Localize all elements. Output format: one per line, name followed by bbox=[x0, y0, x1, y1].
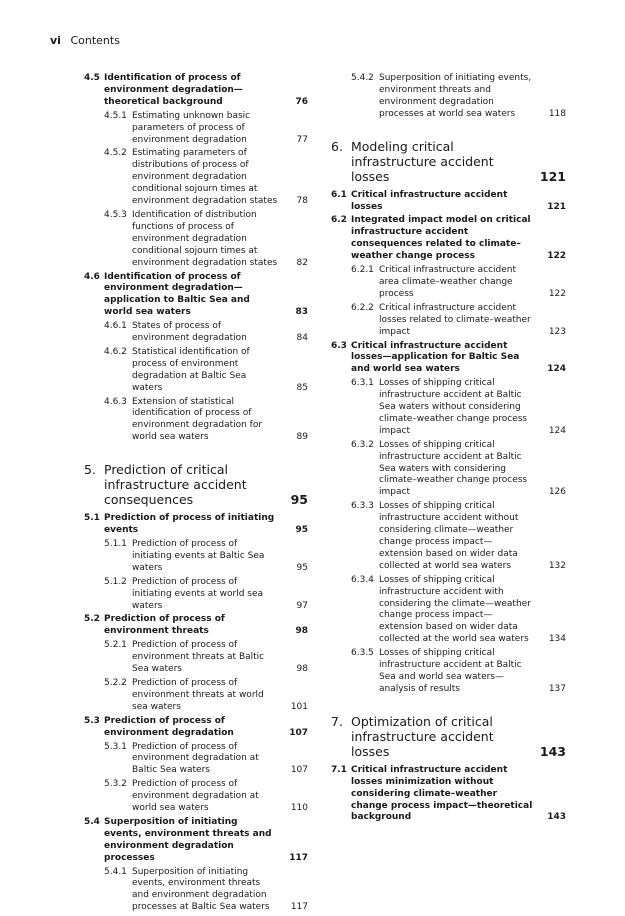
toc-entry-number: 5.2.1 bbox=[104, 640, 127, 651]
toc-entry-page: 95 bbox=[296, 562, 308, 573]
toc-entry-number: 6.3.4 bbox=[351, 574, 374, 585]
toc-entry-page: 124 bbox=[547, 364, 566, 375]
toc-subsection-entry[interactable] bbox=[84, 640, 308, 676]
toc-entry-page: 117 bbox=[289, 852, 308, 863]
toc-entry-number: 6.3 bbox=[331, 340, 347, 351]
toc-entry-number: 4.5.1 bbox=[104, 110, 127, 121]
toc-entry-page: 95 bbox=[295, 525, 308, 536]
toc-entry-title: Estimating parameters of distributions of process of environment degradation conditional sojourn times at environment degradation states bbox=[132, 148, 278, 207]
toc-subsection-entry[interactable] bbox=[84, 867, 308, 915]
toc-entry-title: Prediction of process of initiating events at Baltic Sea waters bbox=[132, 539, 265, 573]
toc-entry-number: 6.3.3 bbox=[351, 501, 374, 512]
toc-entry-title: Prediction of process of environment degradation at world sea waters bbox=[132, 779, 259, 814]
toc-entry-number: 6.3.2 bbox=[351, 439, 374, 450]
toc-entry-page: 121 bbox=[539, 168, 566, 184]
toc-entry-title: Identification of process of environment degradation—application to Baltic Sea and world sea waters bbox=[104, 271, 250, 318]
toc-entry-number: 6.2.2 bbox=[351, 302, 374, 313]
toc-entry-page: 122 bbox=[547, 251, 566, 262]
toc-entry-page: 143 bbox=[539, 743, 566, 759]
toc-entry-number: 5.4.2 bbox=[351, 73, 374, 83]
toc-entry-number: 5.4 bbox=[84, 816, 100, 827]
toc-subsection-entry[interactable] bbox=[84, 321, 308, 345]
toc-entry-title: Critical infrastructure accident area climate–weather change process bbox=[379, 265, 517, 299]
toc-entry-number: 4.5.2 bbox=[104, 148, 127, 159]
toc-entry-page: 134 bbox=[548, 634, 566, 645]
toc-subsection-entry[interactable] bbox=[331, 648, 566, 696]
toc-entry-number: 4.5.3 bbox=[104, 209, 127, 220]
toc-entry-page: 82 bbox=[296, 257, 308, 268]
toc-entry-number: 6.3.5 bbox=[351, 648, 374, 659]
toc-entry-title: Critical infrastructure accident losses—application for Baltic Sea and world sea waters bbox=[351, 340, 520, 375]
toc-entry-title: Statistical identification of process of environment degradation at Baltic Sea waters bbox=[132, 346, 250, 393]
toc-entry-title: States of process of environment degradation bbox=[132, 321, 247, 344]
toc-entry-number: 4.6 bbox=[84, 271, 100, 282]
toc-entry-page: 97 bbox=[296, 600, 308, 611]
toc-entry-page: 137 bbox=[548, 683, 566, 694]
toc-entry-page: 78 bbox=[296, 196, 308, 207]
toc-subsection-entry[interactable] bbox=[331, 303, 566, 339]
toc-entry-title: Prediction of process of initiating events at world sea waters bbox=[132, 576, 264, 611]
toc-entry-page: 76 bbox=[295, 96, 308, 107]
toc-entry-number: 4.6.1 bbox=[104, 321, 127, 332]
toc-entry-page: 98 bbox=[295, 626, 308, 637]
toc-entry-title: Prediction of process of environment degradation at Baltic Sea waters bbox=[132, 741, 259, 776]
toc-entry-page: 89 bbox=[296, 432, 308, 443]
toc-entry-title: Integrated impact model on critical infrastructure accident consequences related to climate–weather change process bbox=[351, 215, 531, 262]
toc-right-column bbox=[331, 73, 566, 826]
toc-entry-number: 5.1 bbox=[84, 513, 100, 524]
toc-entry-title: Superposition of initiating events, environment threats and environment degradation processes at world sea waters bbox=[379, 73, 532, 119]
toc-section-entry[interactable] bbox=[331, 215, 566, 263]
toc-section-entry[interactable] bbox=[84, 513, 308, 537]
toc-entry-number: 5.1.1 bbox=[104, 539, 127, 549]
toc-subsection-entry[interactable] bbox=[84, 210, 308, 270]
toc-entry-title: Prediction of process of environment threats at Baltic Sea waters bbox=[132, 640, 265, 675]
toc-entry-title: Extension of statistical identification of process of environment degradation for world sea waters bbox=[132, 396, 263, 443]
toc-entry-page: 110 bbox=[290, 803, 308, 814]
toc-subsection-entry[interactable] bbox=[331, 73, 566, 121]
toc-entry-number: 6.2.1 bbox=[351, 265, 374, 276]
toc-chapter-entry[interactable] bbox=[331, 139, 566, 184]
toc-entry-title: Critical infrastructure accident losses bbox=[351, 189, 508, 212]
toc-entry-title: Modeling critical infrastructure accident losses bbox=[351, 138, 494, 184]
toc-entry-page: 101 bbox=[290, 701, 308, 712]
toc-entry-number: 6.3.1 bbox=[351, 378, 374, 389]
toc-entry-title: Losses of shipping critical infrastructure accident at Baltic Sea and world sea waters—analysis of results bbox=[379, 648, 522, 694]
toc-subsection-entry[interactable] bbox=[331, 440, 566, 500]
toc-entry-number: 7. bbox=[331, 713, 343, 729]
toc-subsection-entry[interactable] bbox=[331, 378, 566, 438]
toc-entry-title: Critical infrastructure accident losses related to climate–weather impact bbox=[379, 302, 531, 337]
toc-subsection-entry[interactable] bbox=[331, 265, 566, 301]
toc-entry-number: 5.2 bbox=[84, 614, 100, 625]
toc-entry-page: 124 bbox=[548, 425, 566, 436]
toc-left-column bbox=[84, 73, 308, 916]
toc-entry-page: 143 bbox=[547, 812, 566, 823]
toc-subsection-entry[interactable] bbox=[84, 678, 308, 714]
toc-entry-page: 77 bbox=[296, 134, 308, 145]
running-title: Contents bbox=[70, 34, 120, 47]
toc-section-entry[interactable] bbox=[84, 817, 308, 865]
toc-entry-page: 117 bbox=[290, 902, 308, 913]
toc-section-entry[interactable] bbox=[331, 341, 566, 377]
page-number: vi bbox=[50, 34, 61, 47]
toc-entry-page: 126 bbox=[548, 487, 566, 498]
toc-entry-title: Critical infrastructure accident losses minimization without considering climate–weather change process impact—theoretical background bbox=[351, 764, 533, 823]
toc-entry-page: 107 bbox=[290, 765, 308, 776]
toc-entry-number: 6.2 bbox=[331, 215, 347, 226]
toc-section-entry[interactable] bbox=[84, 73, 308, 109]
toc-entry-title: Estimating unknown basic parameters of process of environment degradation bbox=[132, 110, 251, 145]
toc-entry-page: 98 bbox=[296, 664, 308, 675]
toc-chapter-entry[interactable] bbox=[84, 462, 308, 507]
toc-subsection-entry[interactable] bbox=[84, 742, 308, 778]
toc-entry-page: 118 bbox=[548, 108, 566, 119]
toc-entry-number: 5. bbox=[84, 462, 96, 478]
toc-subsection-entry[interactable] bbox=[84, 111, 308, 147]
toc-subsection-entry[interactable] bbox=[84, 397, 308, 445]
toc-subsection-entry[interactable] bbox=[331, 501, 566, 572]
toc-entry-title: Identification of distribution functions of process of environment degradation conditional sojourn times at environment degradation states bbox=[132, 209, 278, 268]
toc-entry-number: 5.3.2 bbox=[104, 779, 127, 790]
toc-entry-page: 95 bbox=[290, 492, 308, 508]
toc-entry-page: 85 bbox=[296, 382, 308, 393]
toc-chapter-entry[interactable] bbox=[331, 714, 566, 759]
toc-entry-number: 5.1.2 bbox=[104, 576, 127, 587]
toc-entry-number: 4.5 bbox=[84, 73, 100, 83]
toc-entry-page: 123 bbox=[548, 326, 566, 337]
toc-entry-title: Prediction of process of initiating events bbox=[104, 513, 275, 536]
toc-entry-number: 5.3 bbox=[84, 715, 100, 726]
toc-entry-title: Prediction of process of environment degradation bbox=[104, 715, 234, 738]
toc-entry-number: 4.6.2 bbox=[104, 346, 127, 357]
toc-entry-title: Identification of process of environment degradation—theoretical background bbox=[104, 73, 243, 107]
toc-entry-number: 6. bbox=[331, 138, 343, 154]
toc-entry-page: 83 bbox=[295, 307, 308, 318]
toc-subsection-entry[interactable] bbox=[84, 539, 308, 575]
toc-entry-title: Prediction of process of environment threats bbox=[104, 614, 225, 637]
toc-entry-page: 132 bbox=[548, 560, 566, 571]
toc-entry-title: Optimization of critical infrastructure accident losses bbox=[351, 713, 494, 759]
toc-entry-title: Losses of shipping critical infrastructure accident without considering climate—weather change process impact—extension based on wider data collected at world sea waters bbox=[379, 501, 519, 571]
toc-entry-title: Prediction of critical infrastructure accident consequences bbox=[104, 462, 247, 508]
toc-entry-title: Prediction of process of environment threats at world sea waters bbox=[132, 677, 264, 712]
toc-section-entry[interactable] bbox=[84, 272, 308, 320]
toc-entry-number: 5.3.1 bbox=[104, 741, 127, 752]
toc-entry-page: 122 bbox=[548, 288, 566, 299]
toc-subsection-entry[interactable] bbox=[331, 575, 566, 646]
toc-entry-title: Losses of shipping critical infrastructure accident at Baltic Sea waters without considering climate–weather change process impact bbox=[379, 378, 528, 436]
toc-subsection-entry[interactable] bbox=[84, 347, 308, 395]
toc-entry-page: 107 bbox=[289, 727, 308, 738]
toc-entry-page: 84 bbox=[296, 333, 308, 344]
toc-section-entry[interactable] bbox=[331, 765, 566, 825]
toc-subsection-entry[interactable] bbox=[84, 577, 308, 613]
toc-subsection-entry[interactable] bbox=[84, 148, 308, 208]
toc-entry-number: 7.1 bbox=[331, 764, 347, 775]
toc-entry-title: Superposition of initiating events, environment threats and environment degradation processes bbox=[104, 816, 272, 863]
toc-entry-page: 121 bbox=[547, 201, 566, 212]
toc-entry-title: Superposition of initiating events, environment threats and environment degradation processes at Baltic Sea waters bbox=[132, 866, 270, 913]
toc-section-entry[interactable] bbox=[84, 614, 308, 638]
running-header bbox=[50, 34, 120, 47]
toc-subsection-entry[interactable] bbox=[84, 779, 308, 815]
toc-entry-number: 6.1 bbox=[331, 189, 347, 200]
toc-section-entry[interactable] bbox=[331, 190, 566, 214]
toc-entry-number: 5.4.1 bbox=[104, 866, 127, 877]
toc-entry-title: Losses of shipping critical infrastructure accident at Baltic Sea waters with considering climate–weather change process impact bbox=[379, 439, 528, 498]
toc-section-entry[interactable] bbox=[84, 716, 308, 740]
toc-entry-number: 4.6.3 bbox=[104, 396, 127, 407]
toc-entry-number: 5.2.2 bbox=[104, 677, 127, 688]
toc-entry-title: Losses of shipping critical infrastructure accident with considering the climate—weather change process impact—extension based on wider data collected at the world sea waters bbox=[379, 574, 531, 645]
